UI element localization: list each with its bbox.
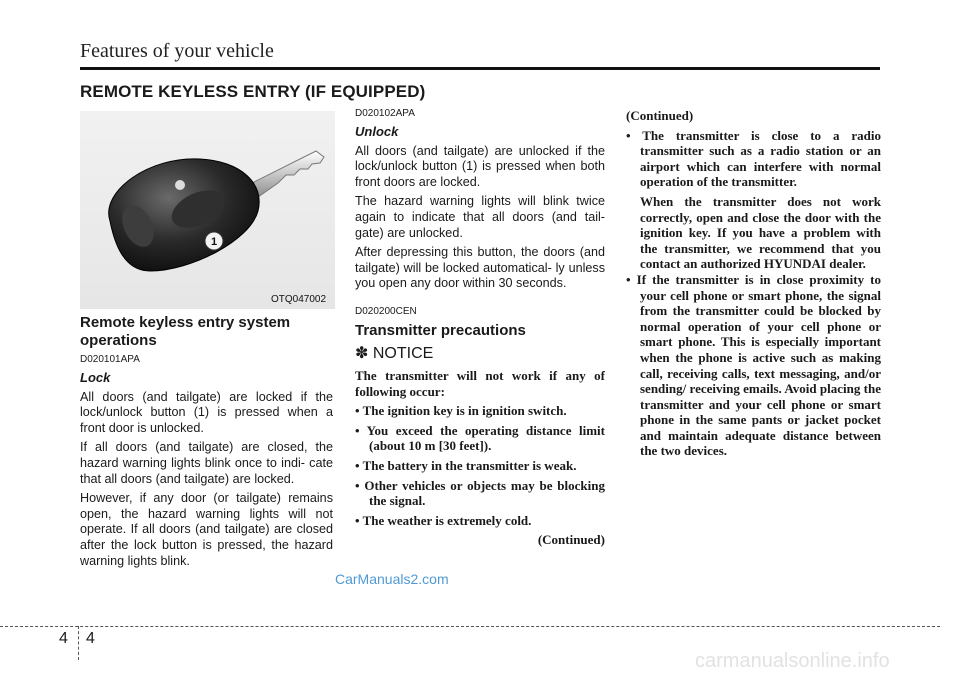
column-right: [626, 108, 881, 463]
column-left: [80, 314, 333, 573]
column-middle: [355, 108, 605, 552]
button-callout-label: 1: [210, 236, 218, 248]
footer-divider: [78, 626, 79, 660]
running-header: Features of your vehicle: [80, 40, 274, 62]
lock-subheading: Lock: [80, 370, 111, 385]
footer-rule: [0, 626, 940, 627]
body-paragraph: If all doors (and tailgate) are closed, the hazard warning lights blink once to indi- cate that all doors (and tailgate) are locked.: [80, 440, 333, 486]
body-paragraph: The hazard warning lights will blink twice again to indicate that all doors (and tail- gate) are unlocked.: [355, 194, 605, 240]
section-code: D020200CEN: [355, 305, 417, 317]
body-paragraph: However, if any door (or tailgate) remains open, the hazard warning lights will not operate. If all doors (and tailgate) are closed after the lock button is pressed, the hazard warning lights blink.: [80, 491, 333, 568]
transmitter-precautions-heading: Transmitter precautions: [355, 321, 526, 339]
section-number: 4: [59, 630, 68, 647]
notice-heading: [355, 344, 605, 364]
notice-bullet: • The transmitter is close to a radio transmitter such as a radio station or an airport which can interfere with normal operation of the transmitter.: [626, 127, 881, 190]
notice-bullet: • If the transmitter is in close proximity to your cell phone or smart phone, the signal from the transmitter could be blocked by normal operation of your cell phone or smart phone. This is especially important when the phone is active such as making call, receiving calls, text messaging, and/or sending/ receiving emails. Avoid placing the transmitter and your cell phone or smart phone in the same pants or jacket pocket and maintain adequate distance between the two devices.: [626, 271, 881, 459]
notice-paragraph: When the transmitter does not work correctly, open and close the door with the ignition key. If you have a problem with the transmitter, we recommend that you contact an authorized HYUNDAI dealer.: [640, 193, 881, 272]
notice-symbol-icon: ✽: [355, 344, 369, 362]
key-fob-illustration: [80, 111, 335, 309]
notice-bullet: • The battery in the transmitter is weak.: [355, 457, 577, 473]
notice-intro: The transmitter will not work if any of following occur:: [355, 367, 605, 399]
footer-watermark: carmanualsonline.info: [695, 650, 890, 672]
notice-bullet: • The ignition key is in ignition switch.: [355, 403, 567, 419]
continued-label: (Continued): [626, 108, 694, 123]
body-paragraph: After depressing this button, the doors (and tailgate) will be locked automatical- ly unless you open any door within 30 seconds.: [355, 245, 605, 291]
figure-code: OTQ047002: [271, 294, 327, 305]
key-fob-image: [80, 111, 335, 309]
notice-title: NOTICE: [372, 344, 434, 362]
notice-bullet: • Other vehicles or objects may be blocking the signal.: [355, 477, 605, 509]
page-number: 4: [86, 630, 95, 647]
notice-bullet: • The weather is extremely cold.: [355, 512, 532, 528]
section-title: REMOTE KEYLESS ENTRY (IF EQUIPPED): [80, 82, 426, 101]
body-paragraph: All doors (and tailgate) are locked if the lock/unlock button (1) is pressed when a front door is unlocked.: [80, 389, 333, 435]
header-rule: [80, 67, 880, 70]
unlock-subheading: Unlock: [355, 124, 399, 139]
notice-bullet: • You exceed the operating distance limit (about 10 m [30 feet]).: [355, 422, 605, 454]
body-paragraph: All doors (and tailgate) are unlocked if the lock/unlock button (1) is pressed when both front doors are locked.: [355, 143, 605, 189]
section-code: D020101APA: [80, 354, 140, 365]
watermark-link[interactable]: CarManuals2.com: [335, 571, 449, 587]
section-code: D020102APA: [355, 108, 415, 119]
subsection-heading: Remote keyless entry system operations: [80, 314, 291, 349]
continued-label: (Continued): [537, 532, 605, 548]
